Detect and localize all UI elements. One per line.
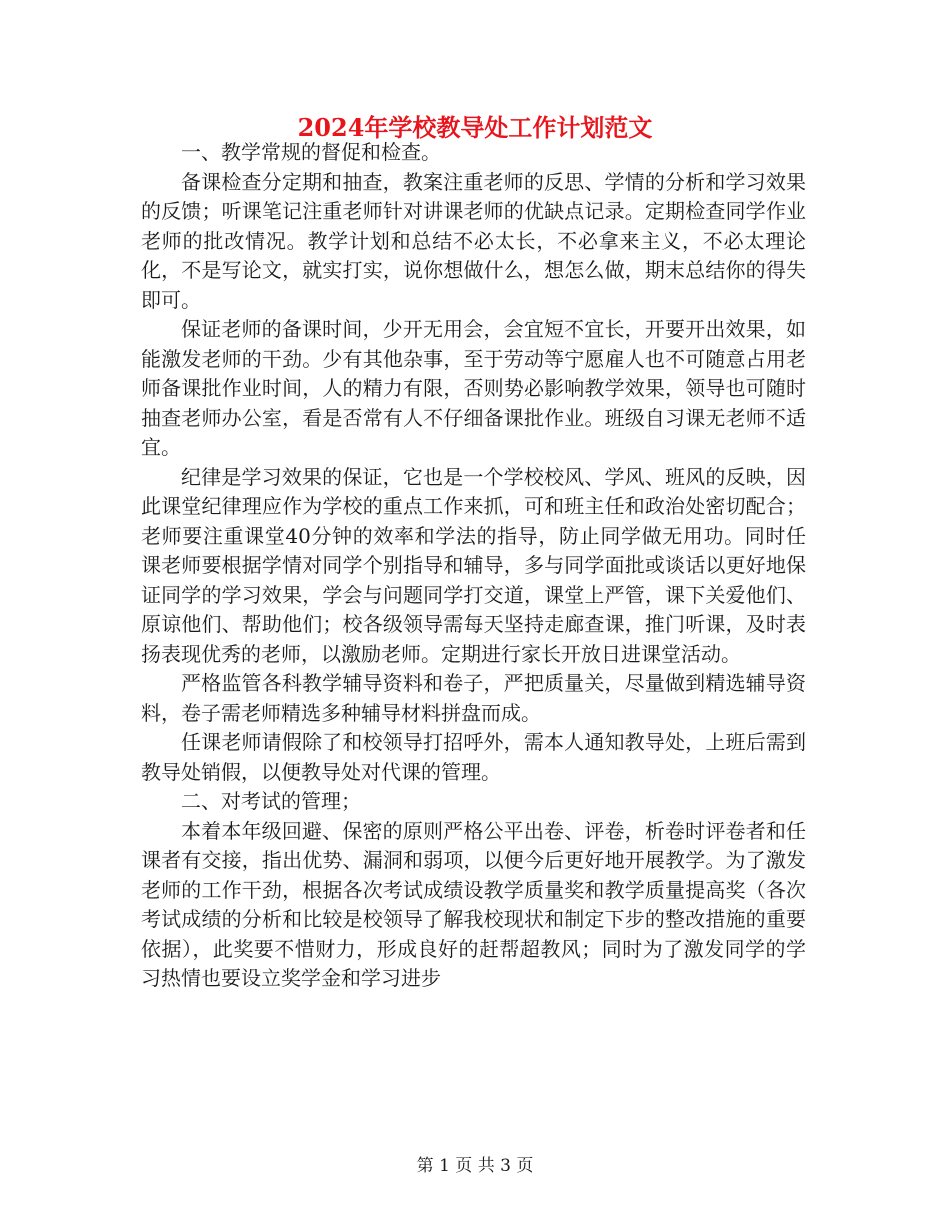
section-heading: 一、教学常规的督促和检查。 (181, 140, 441, 164)
document-title: 2024年学校教导处工作计划范文 (297, 113, 653, 142)
body-paragraph: 严格监管各科教学辅导资料和卷子，严把质量关，尽量做到精选辅导资料，卷子需老师精选多种辅导材料拼盘而成。 (141, 671, 806, 725)
section-heading: 二、对考试的管理； (181, 789, 361, 813)
document-body (141, 138, 806, 994)
body-paragraph: 备课检查分定期和抽查，教案注重老师的反思、学情的分析和学习效果的反馈；听课笔记注重老师针对讲课老师的优缺点记录。定期检查同学作业老师的批改情况。教学计划和总结不必太长，不必拿来主义，不必太理论化，不是写论文，就实打实，说你想做什么，想怎么做，期末总结你的得失即可。 (141, 169, 806, 312)
body-paragraph: 纪律是学习效果的保证，它也是一个学校校风、学风、班风的反映，因此课堂纪律理应作为学校的重点工作来抓，可和班主任和政治处密切配合；老师要注重课堂40分钟的效率和学法的指导，防止同学做无用功。同时任课老师要根据学情对同学个别指导和辅导，多与同学面批或谈话以更好地保证同学的学习效果，学会与问题同学打交道，课堂上严管，课下关爱他们、原谅他们、帮助他们；校各级领导需每天坚持走廊查课，推门听课，及时表扬表现优秀的老师，以激励老师。定期进行家长开放日进课堂活动。 (141, 464, 806, 666)
body-paragraph: 本着本年级回避、保密的原则严格公平出卷、评卷，析卷时评卷者和任课者有交接，指出优势、漏洞和弱项，以便今后更好地开展教学。为了激发老师的工作干劲，根据各次考试成绩设教学质量奖和教学质量提高奖（各次考试成绩的分析和比较是校领导了解我校现状和制定下步的整改措施的重要依据），此奖要不惜财力，形成良好的赶帮超教风；同时为了激发同学的学习热情也要设立奖学金和学习进步 (141, 818, 806, 990)
body-paragraph: 保证老师的备课时间，少开无用会，会宜短不宜长，开要开出效果，如能激发老师的干劲。少有其他杂事，至于劳动等宁愿雇人也不可随意占用老师备课批作业时间，人的精力有限，否则势必影响教学效果，领导也可随时抽查老师办公室，看是否常有人不仔细备课批作业。班级自习课无老师不适宜。 (141, 317, 806, 459)
body-paragraph: 任课老师请假除了和校领导打招呼外，需本人通知教导处，上班后需到教导处销假，以便教导处对代课的管理。 (141, 730, 806, 784)
page-footer: 第 1 页 共 3 页 (416, 1156, 534, 1176)
